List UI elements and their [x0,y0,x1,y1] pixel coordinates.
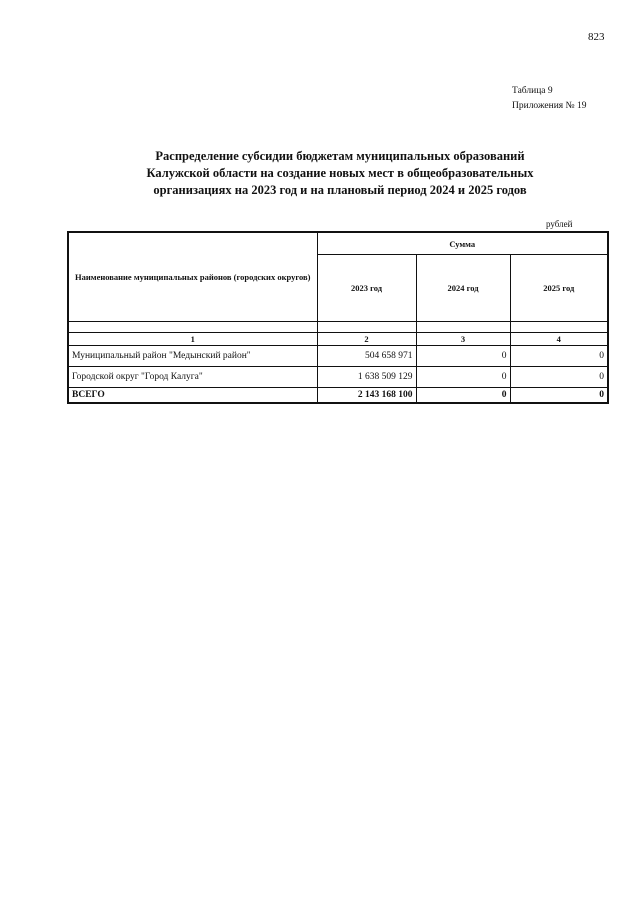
row-name: Муниципальный район "Медынский район" [68,346,317,367]
header-name: Наименование муниципальных районов (городских округов) [68,232,317,322]
table-reference [512,84,586,114]
table-row [68,367,608,388]
header-year-2025: 2025 год [510,255,608,322]
subsidy-table [67,231,609,404]
row-value-2024: 0 [416,346,510,367]
document-title [80,148,600,199]
column-number: 4 [510,333,608,346]
row-value-2025: 0 [510,346,608,367]
header-row-sum [68,232,608,255]
column-number-row [68,333,608,346]
total-value-2023: 2 143 168 100 [317,388,416,404]
row-name: Городской округ "Город Калуга" [68,367,317,388]
header-sum: Сумма [317,232,608,255]
table-ref-line1: Таблица 9 [512,86,553,96]
table-row [68,346,608,367]
row-value-2023: 1 638 509 129 [317,367,416,388]
table-ref-line2: Приложения № 19 [512,101,587,111]
total-label: ВСЕГО [68,388,317,404]
spacer-row [68,322,608,333]
row-value-2024: 0 [416,367,510,388]
spacer-cell [68,322,317,333]
title-line3: организациях на 2023 год и на плановый период 2024 и 2025 годов [153,183,527,197]
units-label: рублей [546,219,573,229]
spacer-cell [416,322,510,333]
spacer-cell [510,322,608,333]
total-value-2025: 0 [510,388,608,404]
title-line2: Калужской области на создание новых мест в общеобразовательных [146,166,534,180]
column-number: 2 [317,333,416,346]
row-value-2025: 0 [510,367,608,388]
total-value-2024: 0 [416,388,510,404]
header-year-2024: 2024 год [416,255,510,322]
title-line1: Распределение субсидии бюджетам муниципальных образований [155,149,525,163]
total-row [68,388,608,404]
column-number: 1 [68,333,317,346]
spacer-cell [317,322,416,333]
column-number: 3 [416,333,510,346]
page-number: 823 [588,31,605,43]
row-value-2023: 504 658 971 [317,346,416,367]
header-year-2023: 2023 год [317,255,416,322]
